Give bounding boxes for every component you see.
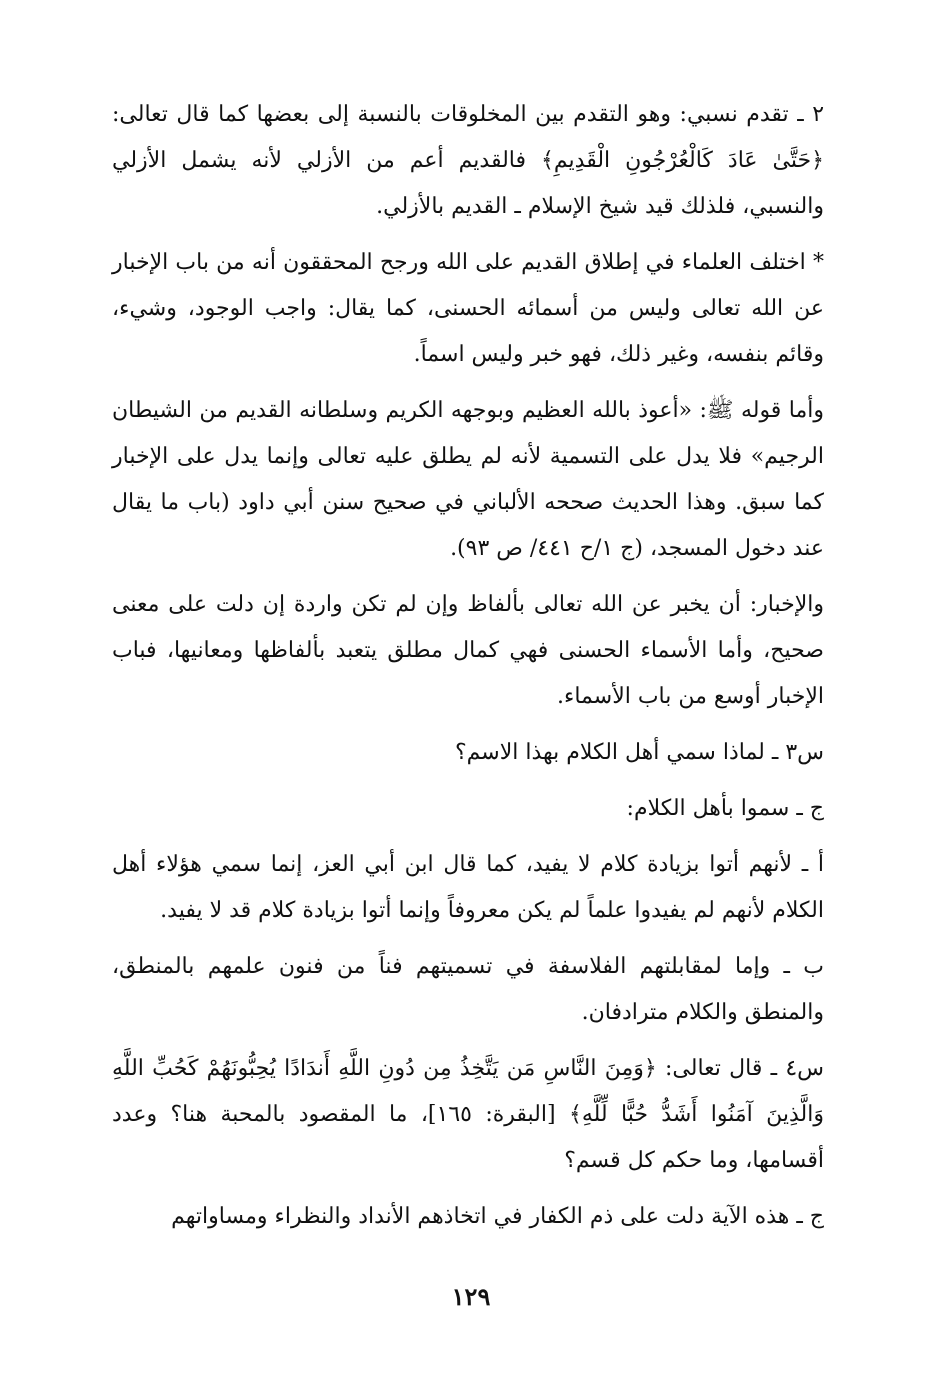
paragraph-hadith: وأما قوله ﷺ: «أعوذ بالله العظيم وبوجهه الكريم وسلطانه القديم من الشيطان الرجيم» فلا يدل على التسمية لأنه لم يطلق عليه تعالى وإنما يدل على الإخبار كما سبق. وهذا الحديث صححه الألباني في صحيح سنن أبي داود (باب ما يقال عند دخول المسجد، (ج ١/ح ٤٤١/ ص ٩٣). — [112, 398, 824, 561]
paragraph-relative-precedence: ٢ ـ تقدم نسبي: وهو التقدم بين المخلوقات بالنسبة إلى بعضها كما قال تعالى: ﴿حَتَّىٰ عَادَ كَالْعُرْجُونِ الْقَدِيمِ﴾ فالقديم أعم من الأزلي لأنه يشمل الأزلي والنسبي، فلذلك قيد شيخ الإسلام ـ القديم بالأزلي. — [112, 102, 825, 219]
page-body — [112, 92, 824, 1240]
question-3: س٣ ـ لماذا سمي أهل الكلام بهذا الاسم؟ — [454, 740, 824, 765]
question-4: س٤ ـ قال تعالى: ﴿وَمِنَ النَّاسِ مَن يَتَّخِذُ مِن دُونِ اللَّهِ أَندَادًا يُحِبُّونَهُمْ كَحُبِّ اللَّهِ وَالَّذِينَ آمَنُوا أَشَدُّ حُبًّا لِّلَّهِ﴾ [البقرة: ١٦٥]، ما المقصود بالمحبة هنا؟ وعدد أقسامها، وما حكم كل قسم؟ — [112, 1056, 824, 1173]
paragraph-scholars-dispute: * اختلف العلماء في إطلاق القديم على الله ورجح المحققون أنه من باب الإخبار عن الله تعالى وليس من أسمائه الحسنى، كما يقال: واجب الوجود، وشيء، وقائم بنفسه، وغير ذلك، فهو خبر وليس اسماً. — [112, 250, 824, 367]
paragraph-ikhbar: والإخبار: أن يخبر عن الله تعالى بألفاظ وإن لم تكن واردة إن دلت على معنى صحيح، وأما الأسماء الحسنى فهي كمال مطلق يتعبد بألفاظها ومعانيها، فباب الإخبار أوسع من باب الأسماء. — [112, 592, 824, 709]
answer-4: ج ـ هذه الآية دلت على ذم الكفار في اتخاذهم الأنداد والنظراء ومساواتهم — [171, 1204, 824, 1229]
answer-3-point-b: ب ـ وإما لمقابلتهم الفلاسفة في تسميتهم فناً من فنون علمهم بالمنطق، والمنطق والكلام مترادفان. — [112, 954, 824, 1025]
page-number: ١٢٩ — [451, 1282, 491, 1311]
answer-3-point-a: أ ـ لأنهم أتوا بزيادة كلام لا يفيد، كما قال ابن أبي العز، إنما سمي هؤلاء أهل الكلام لأنهم لم يفيدوا علماً لم يكن معروفاً وإنما أتوا بزيادة كلام قد لا يفيد. — [112, 852, 824, 923]
answer-3: ج ـ سموا بأهل الكلام: — [626, 796, 824, 821]
